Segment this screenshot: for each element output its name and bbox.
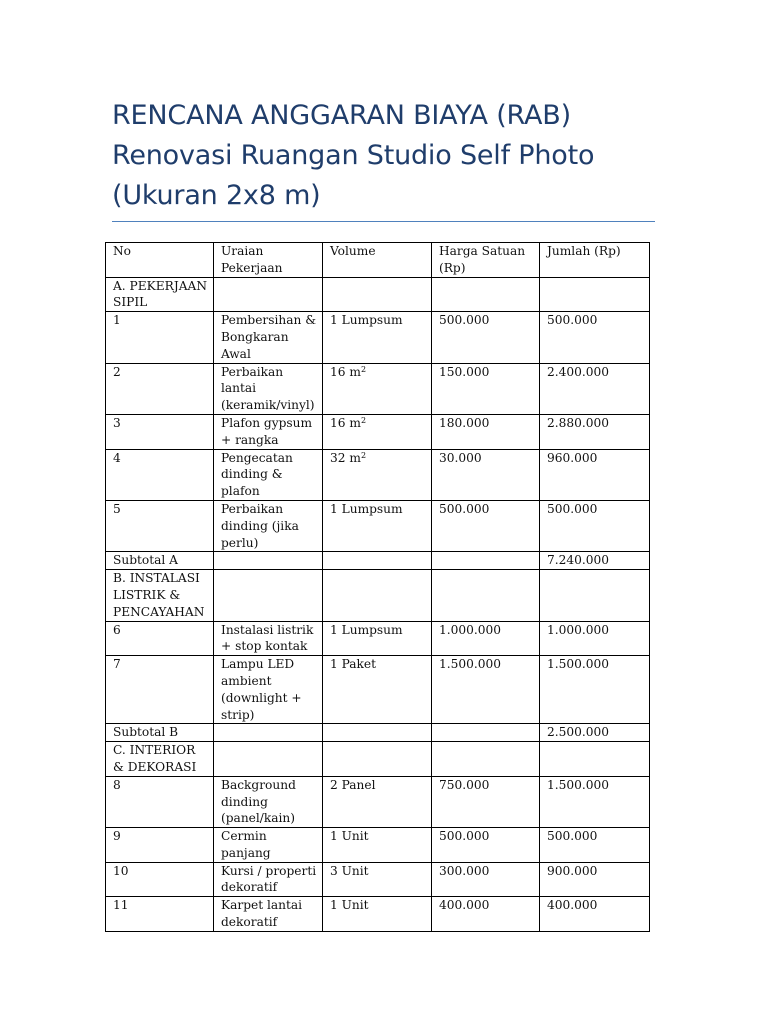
cell-no: 5 xyxy=(106,500,214,551)
header-jumlah: Jumlah (Rp) xyxy=(540,243,650,278)
cell-no: 2 xyxy=(106,363,214,414)
cell-jumlah: 900.000 xyxy=(540,862,650,897)
table-row xyxy=(106,277,650,312)
cell-jumlah: 1.000.000 xyxy=(540,621,650,656)
cell-uraian: Karpet lantai dekoratif xyxy=(214,897,323,932)
cell-volume: 32 $m^2$ xyxy=(323,449,432,500)
cell-jumlah xyxy=(540,570,650,621)
cell-volume xyxy=(323,552,432,570)
cell-no: Subtotal A xyxy=(106,552,214,570)
table-row xyxy=(106,363,650,414)
cell-jumlah: 2.500.000 xyxy=(540,724,650,742)
table-row xyxy=(106,414,650,449)
cell-uraian: Kursi / properti dekoratif xyxy=(214,862,323,897)
cell-no: 8 xyxy=(106,776,214,827)
cell-volume xyxy=(323,277,432,312)
table-row xyxy=(106,776,650,827)
cell-jumlah: 400.000 xyxy=(540,897,650,932)
table-row xyxy=(106,897,650,932)
cell-harga-satuan xyxy=(432,570,540,621)
cell-harga-satuan: 500.000 xyxy=(432,500,540,551)
cell-no: 6 xyxy=(106,621,214,656)
header-harga-satuan: Harga Satuan (Rp) xyxy=(432,243,540,278)
cell-harga-satuan xyxy=(432,742,540,777)
cell-no: Subtotal B xyxy=(106,724,214,742)
cell-volume: 1 Paket xyxy=(323,656,432,724)
cell-volume xyxy=(323,742,432,777)
cell-jumlah: 500.000 xyxy=(540,828,650,863)
cell-uraian: Instalasi listrik + stop kontak xyxy=(214,621,323,656)
table-header-row xyxy=(106,243,650,278)
cell-volume: 1 Lumpsum xyxy=(323,621,432,656)
cell-jumlah xyxy=(540,277,650,312)
cell-jumlah: 2.400.000 xyxy=(540,363,650,414)
cell-uraian xyxy=(214,277,323,312)
cell-jumlah: 960.000 xyxy=(540,449,650,500)
table-row xyxy=(106,449,650,500)
table-row xyxy=(106,724,650,742)
cell-uraian: Plafon gypsum + rangka xyxy=(214,414,323,449)
title-line-2: Renovasi Ruangan Studio Self Photo xyxy=(112,140,595,171)
cell-volume: 1 Unit xyxy=(323,828,432,863)
cell-jumlah xyxy=(540,742,650,777)
cell-volume: 2 Panel xyxy=(323,776,432,827)
cell-uraian: Lampu LED ambient (downlight + strip) xyxy=(214,656,323,724)
cell-no: 1 xyxy=(106,312,214,363)
cell-volume xyxy=(323,724,432,742)
cell-no: 4 xyxy=(106,449,214,500)
cell-no: B. INSTALASI LISTRIK & PENCAYAHAN xyxy=(106,570,214,621)
cell-uraian: Perbaikan dinding (jika perlu) xyxy=(214,500,323,551)
cell-no: A. PEKERJAAN SIPIL xyxy=(106,277,214,312)
table-row xyxy=(106,552,650,570)
cell-harga-satuan: 30.000 xyxy=(432,449,540,500)
cell-jumlah: 7.240.000 xyxy=(540,552,650,570)
cell-volume: 3 Unit xyxy=(323,862,432,897)
cell-volume xyxy=(323,570,432,621)
cell-uraian xyxy=(214,570,323,621)
cell-harga-satuan: 750.000 xyxy=(432,776,540,827)
title-divider xyxy=(112,221,655,222)
cell-no: 9 xyxy=(106,828,214,863)
header-uraian: Uraian Pekerjaan xyxy=(214,243,323,278)
cell-no: 3 xyxy=(106,414,214,449)
cell-jumlah: 500.000 xyxy=(540,312,650,363)
cell-harga-satuan xyxy=(432,552,540,570)
cell-uraian: Perbaikan lantai (keramik/vinyl) xyxy=(214,363,323,414)
table-row xyxy=(106,828,650,863)
table-row xyxy=(106,312,650,363)
cell-harga-satuan: 150.000 xyxy=(432,363,540,414)
header-volume: Volume xyxy=(323,243,432,278)
cell-harga-satuan xyxy=(432,277,540,312)
cell-uraian xyxy=(214,724,323,742)
table-row xyxy=(106,621,650,656)
cell-jumlah: 1.500.000 xyxy=(540,656,650,724)
cell-uraian xyxy=(214,552,323,570)
cell-no: 10 xyxy=(106,862,214,897)
cell-harga-satuan: 400.000 xyxy=(432,897,540,932)
table-row xyxy=(106,570,650,621)
header-no: No xyxy=(106,243,214,278)
cell-volume: 1 Lumpsum xyxy=(323,312,432,363)
cell-no: 11 xyxy=(106,897,214,932)
cell-harga-satuan: 500.000 xyxy=(432,312,540,363)
cell-harga-satuan: 1.000.000 xyxy=(432,621,540,656)
title-line-3: (Ukuran 2x8 m) xyxy=(112,180,321,211)
cell-volume: 1 Unit xyxy=(323,897,432,932)
table-row xyxy=(106,862,650,897)
cell-jumlah: 1.500.000 xyxy=(540,776,650,827)
budget-table xyxy=(105,242,650,932)
cell-uraian: Background dinding (panel/kain) xyxy=(214,776,323,827)
cell-volume: 16 $m^2$ xyxy=(323,363,432,414)
cell-volume: 16 $m^2$ xyxy=(323,414,432,449)
table-row xyxy=(106,500,650,551)
cell-uraian: Pembersihan & Bongkaran Awal xyxy=(214,312,323,363)
cell-harga-satuan: 180.000 xyxy=(432,414,540,449)
cell-harga-satuan xyxy=(432,724,540,742)
document-title xyxy=(112,96,657,216)
cell-uraian: Cermin panjang xyxy=(214,828,323,863)
cell-volume: 1 Lumpsum xyxy=(323,500,432,551)
cell-jumlah: 500.000 xyxy=(540,500,650,551)
table-row xyxy=(106,656,650,724)
cell-harga-satuan: 1.500.000 xyxy=(432,656,540,724)
cell-jumlah: 2.880.000 xyxy=(540,414,650,449)
table-row xyxy=(106,742,650,777)
cell-harga-satuan: 300.000 xyxy=(432,862,540,897)
cell-harga-satuan: 500.000 xyxy=(432,828,540,863)
cell-uraian: Pengecatan dinding & plafon xyxy=(214,449,323,500)
title-line-1: RENCANA ANGGARAN BIAYA (RAB) xyxy=(112,100,571,131)
cell-no: 7 xyxy=(106,656,214,724)
cell-no: C. INTERIOR & DEKORASI xyxy=(106,742,214,777)
cell-uraian xyxy=(214,742,323,777)
